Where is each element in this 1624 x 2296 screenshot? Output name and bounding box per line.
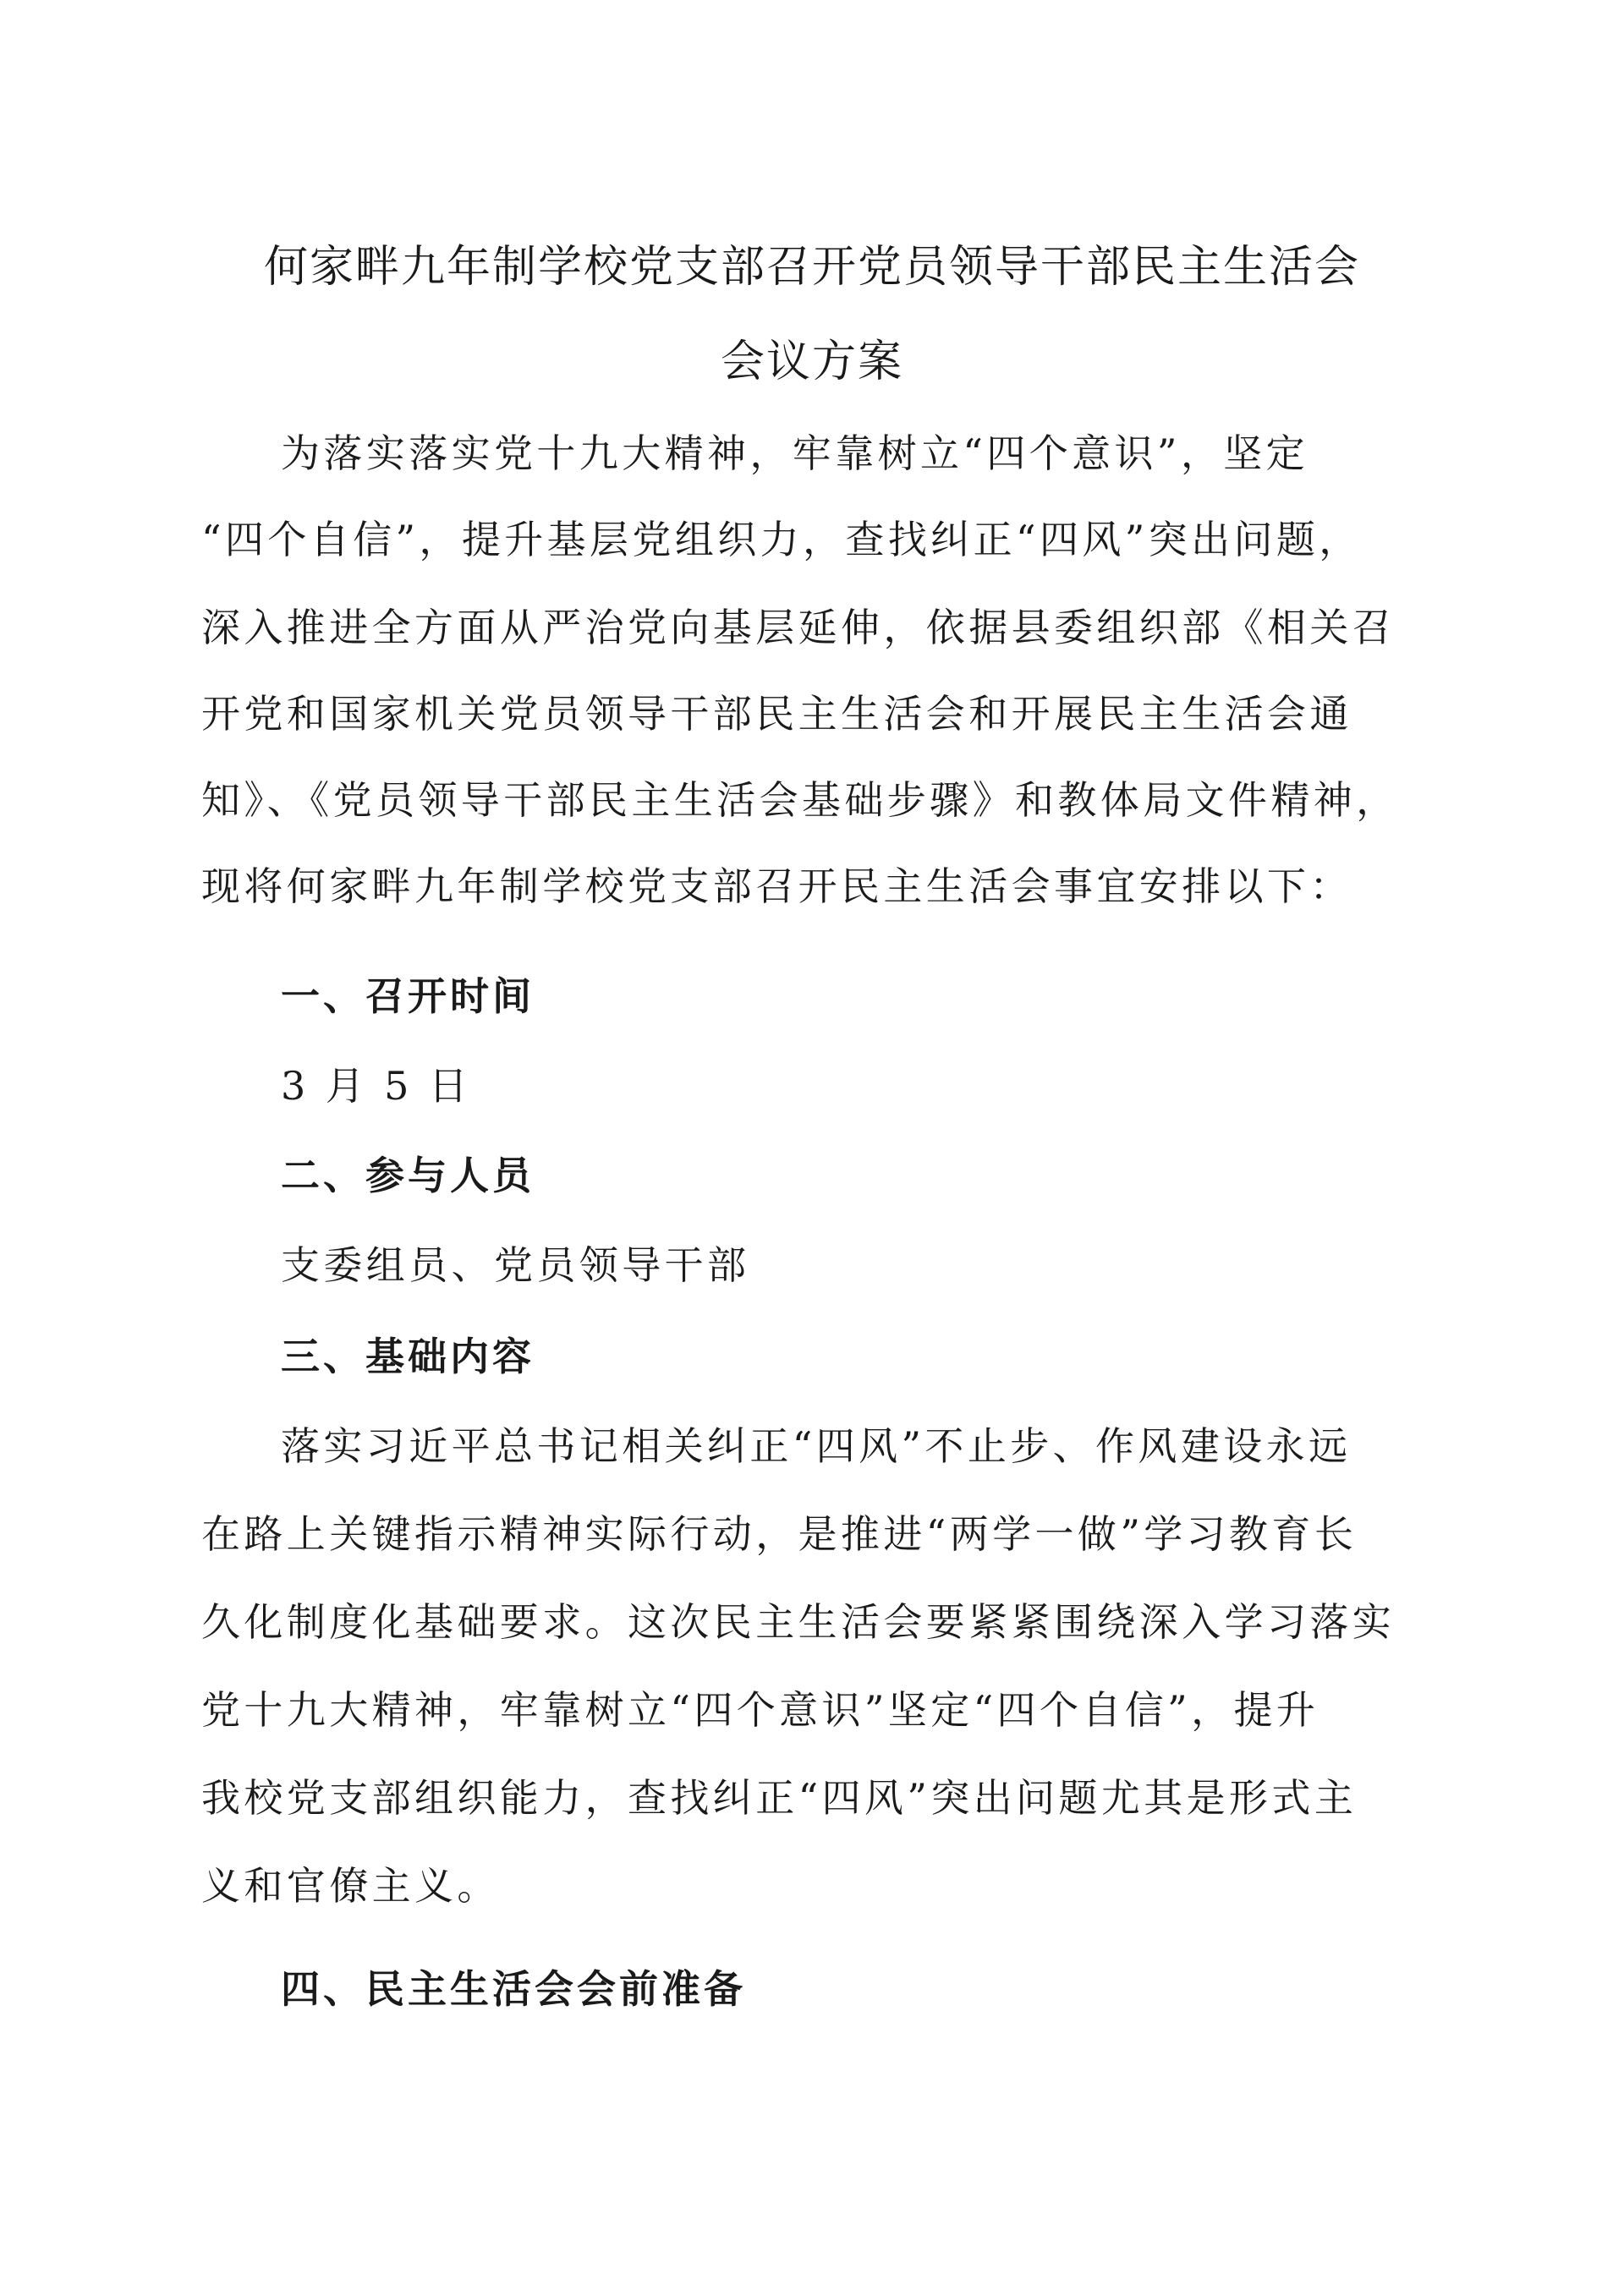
intro-paragraph-line: 为落实落实党十九大精神，牢靠树立“四个意识”，坚定	[281, 430, 1309, 476]
meeting-date: 3 月 5 日	[281, 1063, 472, 1109]
intro-paragraph-line: 深入推进全方面从严治党向基层延伸，依据县委组织部《相关召	[201, 605, 1396, 650]
content-paragraph-line: 党十九大精神，牢靠树立“四个意识”坚定“四个自信”，提升	[201, 1687, 1320, 1733]
content-paragraph-line: 久化制度化基础要求。这次民主生活会要紧紧围绕深入学习落实	[201, 1599, 1396, 1645]
intro-paragraph-line: 知》、《党员领导干部民主生活会基础步骤》和教体局文件精神，	[201, 777, 1399, 823]
intro-paragraph-line: 开党和国家机关党员领导干部民主生活会和开展民主生活会通	[201, 691, 1352, 737]
participants-list: 支委组员、党员领导干部	[281, 1242, 750, 1288]
content-paragraph-line: 义和官僚主义。	[201, 1863, 500, 1909]
section-heading-preparation: 四、民主生活会会前准备	[281, 1966, 746, 2012]
content-paragraph-line: 落实习近平总书记相关纠正“四风”不止步、作风建设永远	[281, 1423, 1352, 1469]
document-title-line-1: 何家畔九年制学校党支部召开党员领导干部民主生活会	[263, 242, 1360, 293]
document-title-line-2: 会议方案	[720, 337, 903, 387]
intro-paragraph-line: 现将何家畔九年制学校党支部召开民主生活会事宜安排以下：	[201, 863, 1352, 909]
section-heading-content: 三、基础内容	[281, 1334, 535, 1379]
content-paragraph-line: 在路上关键指示精神实际行动，是推进“两学一做”学习教育长	[201, 1511, 1358, 1557]
section-heading-participants: 二、参与人员	[281, 1153, 535, 1198]
section-heading-time: 一、召开时间	[281, 973, 535, 1019]
content-paragraph-line: 我校党支部组织能力，查找纠正“四风”突出问题尤其是形式主	[201, 1775, 1358, 1821]
intro-paragraph-line: “四个自信”，提升基层党组织力，查找纠正“四风”突出问题，	[201, 517, 1362, 562]
